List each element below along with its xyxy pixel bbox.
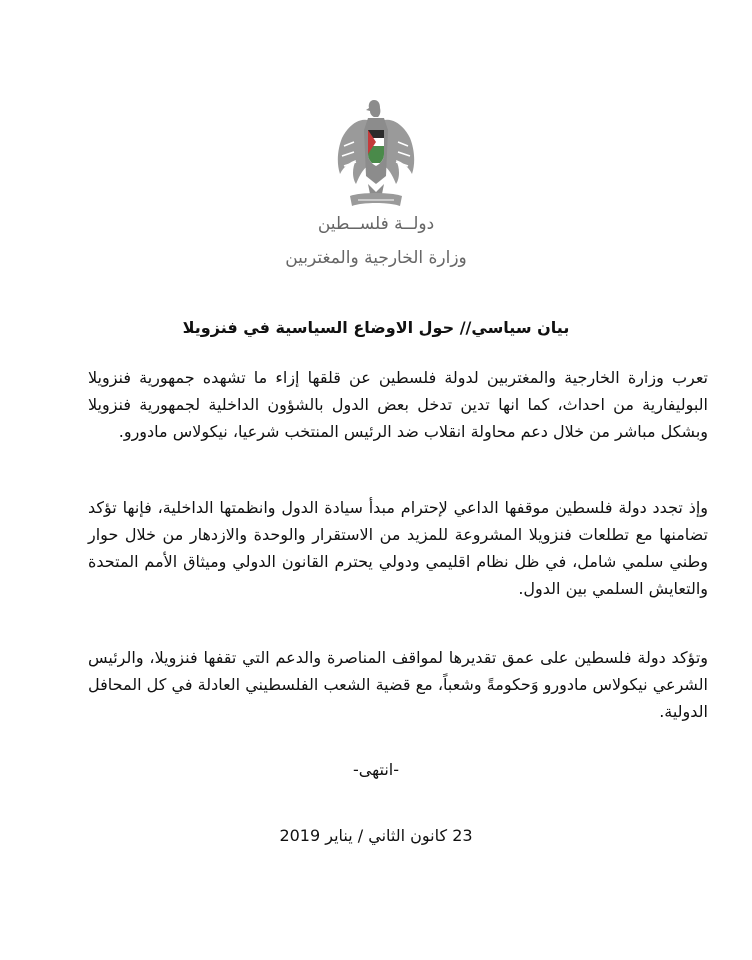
state-name: دولــة فلســطين (317, 214, 435, 234)
statement-date: 23 كانون الثاني / يناير 2019 (279, 826, 473, 845)
emblem-graphic (330, 96, 422, 224)
ministry-name: وزارة الخارجية والمغتربين (285, 248, 467, 268)
end-mark: -انتهى- (353, 760, 399, 779)
paragraph-2: وإذ تجدد دولة فلسطين موقفها الداعي لإحترام مبدأ سيادة الدول وانظمتها الداخلية، فإنها تؤكد تضامنها مع تطلعات فنزويلا المشروعة للمزيد من الاستقرار والوحدة والازدهار من خلال حوار وطني سلمي شامل، في ظل نظام اقليمي ودولي يحترم القانون الدولي وميثاق الأمم المتحدة والتعايش السلمي بين الدول. (88, 498, 708, 598)
paragraph-1: تعرب وزارة الخارجية والمغتربين لدولة فلسطين عن قلقها إزاء ما تشهده جمهورية فنزويلا البوليفارية من احداث، كما انها تدين تدخل بعض الدول بالشؤون الداخلية لجمهورية فنزويلا وبشكل مباشر من خلال دعم محاولة انقلاب ضد الرئيس المنتخب شرعيا، نيكولاس مادورو. (88, 368, 708, 441)
palestine-eagle-emblem-icon (330, 96, 422, 224)
paragraph-3: وتؤكد دولة فلسطين على عمق تقديرها لمواقف المناصرة والدعم التي تقفها فنزويلا، والرئيس الشرعي نيكولاس مادورو وَحكومةً وشعباً، مع قضية الشعب الفلسطيني العادلة في كل المحافل الدولية. (88, 648, 708, 721)
statement-title: بيان سياسي// حول الاوضاع السياسية في فنزويلا (182, 318, 570, 337)
